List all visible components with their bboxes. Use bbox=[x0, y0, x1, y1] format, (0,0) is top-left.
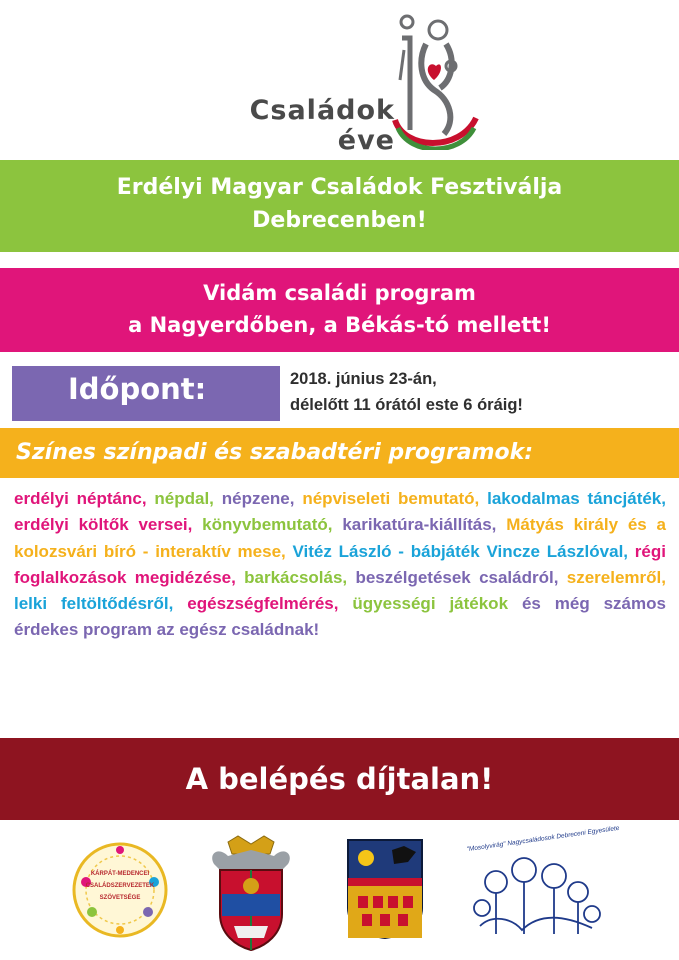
debrecen-coat-of-arms-icon bbox=[208, 834, 294, 956]
programs-heading: Színes színpadi és szabadtéri programok: bbox=[0, 428, 679, 478]
partner1-line1: KÁRPÁT-MEDENCEI bbox=[90, 871, 150, 877]
program-item: erdélyi költők versei, bbox=[14, 515, 193, 535]
karpat-medencei-csaladszervezetek-logo bbox=[72, 842, 168, 942]
program-item: régi foglalkozások megidézése, bbox=[14, 541, 666, 587]
program-item: könyvbemutató, bbox=[202, 515, 333, 535]
schedule-date bbox=[290, 366, 523, 418]
programs-list bbox=[14, 486, 666, 644]
program-item: lakodalmas táncjáték, bbox=[487, 489, 666, 508]
program-item: lelki feltöltődésről, bbox=[14, 594, 174, 614]
program-item: népviseleti bemutató, bbox=[302, 489, 480, 508]
festival-title-line2: Debrecenben! bbox=[252, 208, 427, 233]
festival-title-banner bbox=[0, 160, 679, 252]
subtitle-line1: Vidám családi program bbox=[203, 281, 476, 305]
schedule-label: Időpont: bbox=[68, 372, 207, 406]
logo-line1: Családok bbox=[249, 95, 395, 126]
csaladok-eve-logo bbox=[205, 10, 485, 160]
schedule-date-line1: 2018. június 23-án, bbox=[290, 370, 437, 388]
partner1-line2: CSALÁDSZERVEZETEK bbox=[85, 883, 155, 889]
logo-line2: éve bbox=[337, 124, 395, 156]
program-item: Mátyás király és a kolozsvári bíró - interaktív mese, bbox=[14, 515, 667, 561]
logo-text bbox=[205, 96, 395, 155]
program-item: beszélgetések családról, bbox=[355, 567, 559, 587]
transylvania-coat-of-arms-icon bbox=[346, 838, 424, 944]
program-item: és még számos érdekes program az egész családnak! bbox=[14, 594, 666, 640]
program-item: szerelemről, bbox=[566, 567, 666, 587]
program-item: népdal, bbox=[154, 489, 214, 508]
program-item: egészségfelmérés, bbox=[187, 594, 339, 614]
nagycsaladosok-debreceni-egyesulete-logo bbox=[462, 824, 620, 944]
partner4-arc-text: "Mosolyvirág" Nagycsaládosok Debreceni Egyesülete bbox=[466, 824, 620, 854]
partner-logos bbox=[0, 824, 679, 955]
subtitle-banner bbox=[0, 268, 679, 352]
subtitle-line2: a Nagyerdőben, a Békás-tó mellett! bbox=[128, 313, 551, 337]
program-item: barkácsolás, bbox=[244, 567, 348, 587]
family-figures-18-icon bbox=[390, 10, 480, 150]
partner1-line3: SZÖVETSÉGE bbox=[99, 895, 141, 901]
program-item: ügyességi játékok bbox=[352, 594, 509, 614]
program-item: Vitéz László - bábjáték Vincze Lászlóval, bbox=[292, 541, 629, 561]
program-item: erdélyi néptánc, bbox=[14, 489, 147, 508]
admission-banner: A belépés díjtalan! bbox=[0, 738, 679, 820]
festival-title-line1: Erdélyi Magyar Családok Fesztiválja bbox=[116, 175, 563, 200]
program-item: karikatúra-kiállítás, bbox=[342, 515, 497, 535]
program-item: népzene, bbox=[221, 489, 295, 508]
schedule-date-line2: délelőtt 11 órától este 6 óráig! bbox=[290, 396, 523, 414]
